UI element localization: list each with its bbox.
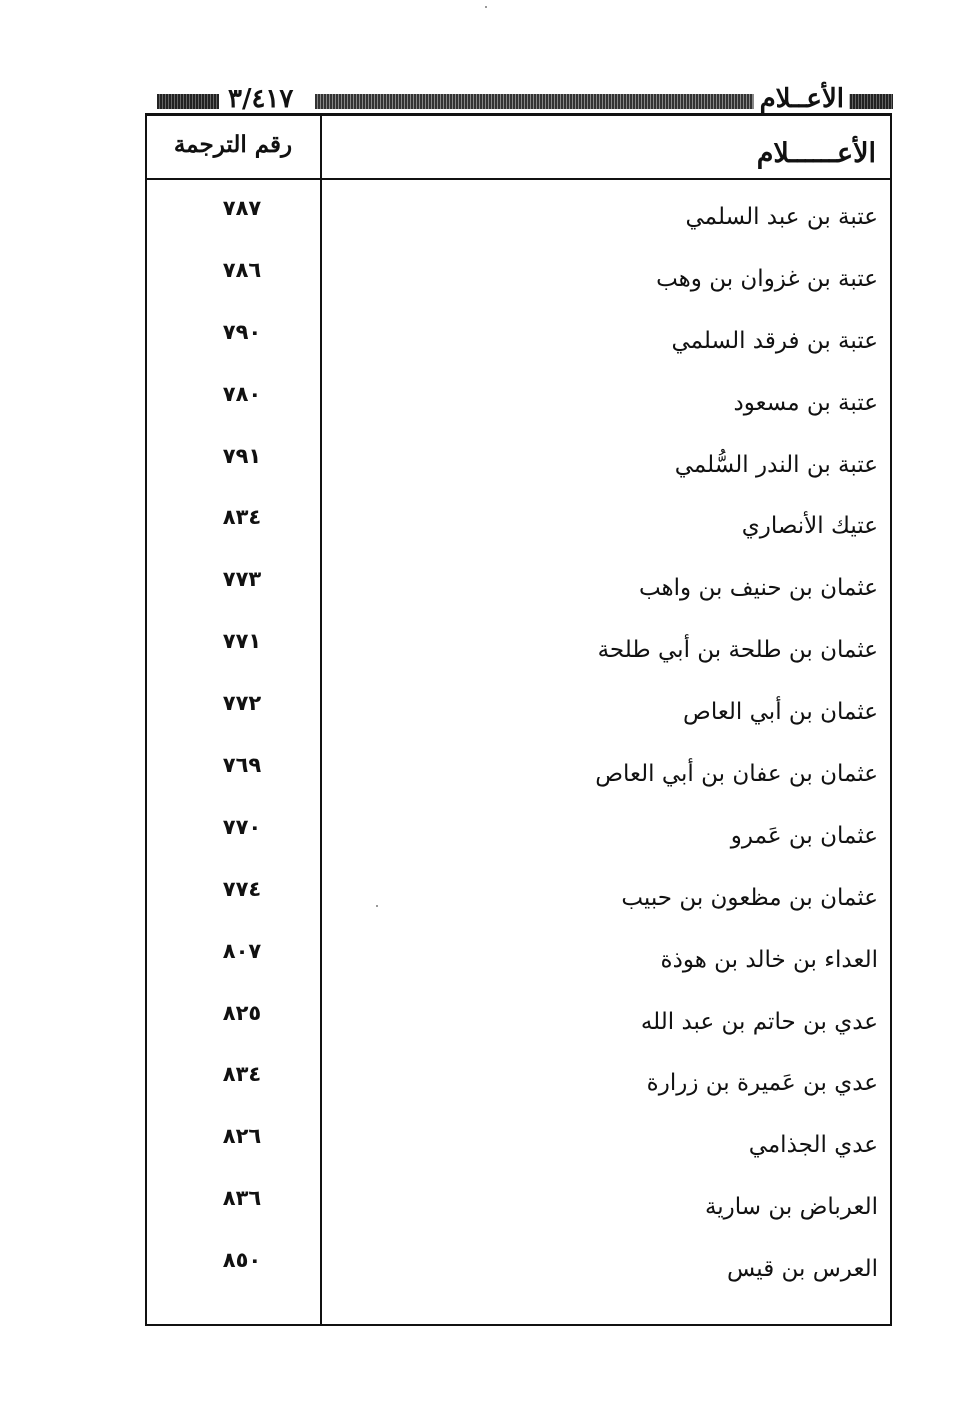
entry-number: ٧٧١ [222,629,262,654]
table-row [147,1106,890,1168]
entry-name: عتبة بن الندر السُّلمي [674,451,878,478]
entry-name: العرباض بن سارية [704,1194,878,1221]
entry-name: عثمان بن أبي العاص [683,699,878,726]
number-column-header: رقم الترجمة [173,131,293,158]
entry-number: ٨٢٦ [222,1124,262,1149]
scan-speck [485,6,487,8]
table-row [147,611,890,673]
entry-name: عدي بن عَميرة بن زرارة [646,1070,878,1097]
entry-name: عثمان بن عَمرو [730,822,878,849]
table-row [147,1230,890,1292]
table-row [147,426,890,488]
table-row [147,302,890,364]
entry-number: ٨٢٥ [222,1000,262,1025]
table-row [147,797,890,859]
entry-name: عتبة بن فرقد السلمي [671,327,878,354]
entry-name: عثمان بن مظعون بن حبيب [621,884,878,911]
page-reference: ٣/٤١٧ [222,84,299,114]
table-row [147,673,890,735]
table-row [147,983,890,1045]
entry-number: ٧٨٠ [222,381,262,406]
entry-number: ٧٧٣ [222,567,262,592]
name-column-header: الأعــــــلام [756,138,876,169]
table-row [147,549,890,611]
entry-number: ٨٠٧ [222,938,262,963]
header-rule-middle [315,94,815,109]
entry-number: ٨٥٠ [222,1248,262,1273]
entry-name: عتيك الأنصاري [741,513,878,540]
table-row [147,1168,890,1230]
running-title: الأعــلام [754,84,850,114]
entry-number: ٨٣٤ [222,1062,262,1087]
table-header-row [147,116,890,180]
table-row [147,487,890,549]
entry-number: ٨٣٦ [222,1186,262,1211]
entry-number: ٧٧٠ [222,814,262,839]
entry-number: ٨٣٤ [222,505,262,530]
entry-name: عثمان بن عفان بن أبي العاص [595,761,878,788]
table-row [147,1044,890,1106]
entry-name: عثمان بن حنيف بن واهب [638,575,878,602]
index-table [145,113,892,1326]
entry-number: ٧٩٠ [222,319,262,344]
entry-number: ٧٩١ [222,443,262,468]
table-body [147,178,890,1292]
header-rule-left [157,94,219,109]
entry-number: ٧٨٧ [222,196,262,220]
table-row [147,921,890,983]
table-row [147,240,890,302]
entry-name: عتبة بن مسعود [733,389,878,416]
entry-name: عدي الجذامي [748,1132,878,1159]
table-row [147,178,890,240]
table-row [147,859,890,921]
entry-name: عثمان بن طلحة بن أبي طلحة [597,637,878,664]
entry-number: ٧٨٦ [222,257,262,282]
entry-number: ٧٧٢ [222,691,262,716]
entry-name: عتبة بن غزوان بن وهب [656,265,878,292]
entry-name: عدي بن حاتم بن عبد الله [640,1008,878,1035]
table-row [147,364,890,426]
entry-name: العداء بن خالد بن هوذة [660,946,878,973]
table-row [147,735,890,797]
entry-number: ٧٧٤ [222,876,262,901]
entry-name: العرس بن قيس [726,1256,878,1283]
entry-name: عتبة بن عبد السلمي [685,204,878,230]
scan-speck [376,905,378,907]
entry-number: ٧٦٩ [222,753,262,778]
